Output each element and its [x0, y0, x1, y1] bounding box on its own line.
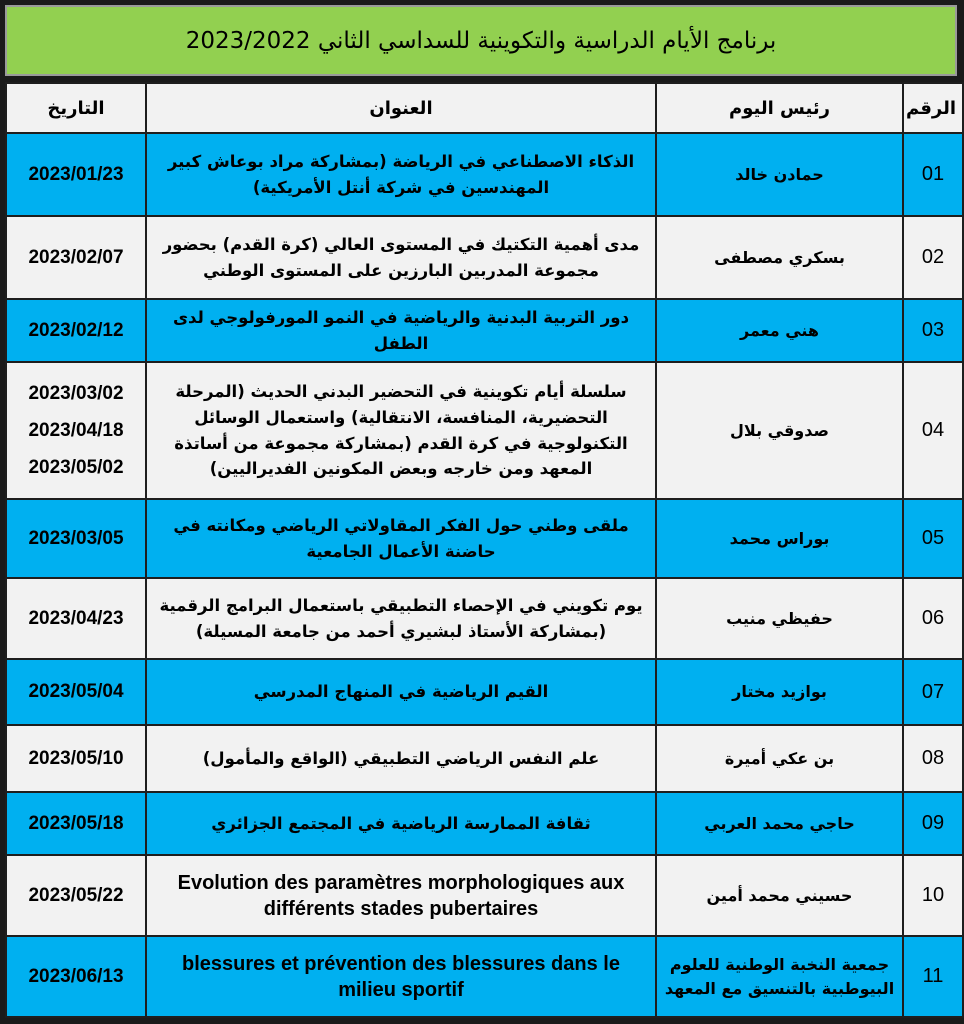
- cell-date: [6, 133, 146, 216]
- date-value: 2023/06/13: [28, 965, 124, 987]
- header-topic: العنوان: [146, 83, 656, 133]
- cell-number: 09: [903, 792, 963, 855]
- cell-chair: جمعية النخبة الوطنية للعلوم البيوطبية بالتنسيق مع المعهد: [656, 936, 903, 1017]
- date-value: 2023/05/18: [28, 812, 124, 834]
- cell-topic: يوم تكويني في الإحصاء التطبيقي باستعمال البرامج الرقمية (بمشاركة الأستاذ لبشيري أحمد من جامعة المسيلة): [146, 578, 656, 659]
- cell-number: 01: [903, 133, 963, 216]
- date-value: 2023/05/04: [28, 681, 124, 703]
- cell-chair: حفيظي منيب: [656, 578, 903, 659]
- cell-date: [6, 299, 146, 362]
- cell-number: 07: [903, 659, 963, 725]
- date-value: 2023/05/02: [28, 457, 124, 479]
- date-value: 2023/03/02: [28, 382, 124, 404]
- cell-chair: هني معمر: [656, 299, 903, 362]
- table-row: [6, 299, 963, 362]
- header-number: الرقم: [903, 83, 963, 133]
- header-date: التاريخ: [6, 83, 146, 133]
- cell-date: [6, 936, 146, 1017]
- cell-number: 04: [903, 362, 963, 499]
- date-value: 2023/02/07: [28, 246, 124, 268]
- table-row: [6, 578, 963, 659]
- cell-date: [6, 659, 146, 725]
- table-row: [6, 792, 963, 855]
- table-row: [6, 659, 963, 725]
- cell-number: 03: [903, 299, 963, 362]
- date-value: 2023/03/05: [28, 527, 124, 549]
- date-value: 2023/01/23: [28, 163, 124, 185]
- cell-chair: حاجي محمد العربي: [656, 792, 903, 855]
- cell-number: 08: [903, 725, 963, 792]
- cell-date: [6, 216, 146, 299]
- cell-date: [6, 499, 146, 578]
- table-row: [6, 725, 963, 792]
- cell-chair: حمادن خالد: [656, 133, 903, 216]
- cell-date: [6, 792, 146, 855]
- cell-chair: حسيني محمد أمين: [656, 855, 903, 936]
- table-row: [6, 362, 963, 499]
- cell-topic: الذكاء الاصطناعي في الرياضة (بمشاركة مراد بوعاش كبير المهندسين في شركة أنتل الأمريكية): [146, 133, 656, 216]
- cell-number: 06: [903, 578, 963, 659]
- table-row: [6, 855, 963, 936]
- page-title: برنامج الأيام الدراسية والتكوينية للسداسي الثاني 2023/2022: [5, 5, 957, 76]
- cell-topic: سلسلة أيام تكوينية في التحضير البدني الحديث (المرحلة التحضيرية، المنافسة، الانتقالية) واستعمال الوسائل التكنولوجية في كرة القدم (بمشاركة مجموعة من أساتذة المعهد ومن خارجه وبعض المكونين الفديراليين): [146, 362, 656, 499]
- table-row: [6, 936, 963, 1017]
- cell-number: 05: [903, 499, 963, 578]
- date-value: 2023/04/18: [28, 419, 124, 441]
- cell-topic: القيم الرياضية في المنهاج المدرسي: [146, 659, 656, 725]
- cell-topic: مدى أهمية التكتيك في المستوى العالي (كرة القدم) بحضور مجموعة المدربين البارزين على المستوى الوطني: [146, 216, 656, 299]
- date-value: 2023/04/23: [28, 607, 124, 629]
- table-row: [6, 133, 963, 216]
- cell-date: [6, 362, 146, 499]
- date-value: 2023/02/12: [28, 319, 124, 341]
- date-value: 2023/05/10: [28, 747, 124, 769]
- cell-topic: Evolution des paramètres morphologiques aux différents stades pubertaires: [146, 855, 656, 936]
- cell-chair: صدوقي بلال: [656, 362, 903, 499]
- cell-topic: دور التربية البدنية والرياضية في النمو المورفولوجي لدى الطفل: [146, 299, 656, 362]
- cell-chair: بسكري مصطفى: [656, 216, 903, 299]
- cell-topic: علم النفس الرياضي التطبيقي (الواقع والمأمول): [146, 725, 656, 792]
- cell-date: [6, 855, 146, 936]
- cell-number: 02: [903, 216, 963, 299]
- cell-chair: بن عكي أميرة: [656, 725, 903, 792]
- cell-topic: ثقافة الممارسة الرياضية في المجتمع الجزائري: [146, 792, 656, 855]
- cell-date: [6, 725, 146, 792]
- header-chair: رئيس اليوم: [656, 83, 903, 133]
- date-value: 2023/05/22: [28, 884, 124, 906]
- table-header-row: [6, 83, 963, 133]
- cell-date: [6, 578, 146, 659]
- cell-chair: بوراس محمد: [656, 499, 903, 578]
- cell-number: 11: [903, 936, 963, 1017]
- cell-number: 10: [903, 855, 963, 936]
- schedule-table: [5, 82, 964, 1018]
- cell-topic: ملقى وطني حول الفكر المقاولاتي الرياضي ومكانته في حاضنة الأعمال الجامعية: [146, 499, 656, 578]
- cell-topic: blessures et prévention des blessures dans le milieu sportif: [146, 936, 656, 1017]
- cell-chair: بوازيد مختار: [656, 659, 903, 725]
- table-row: [6, 216, 963, 299]
- table-row: [6, 499, 963, 578]
